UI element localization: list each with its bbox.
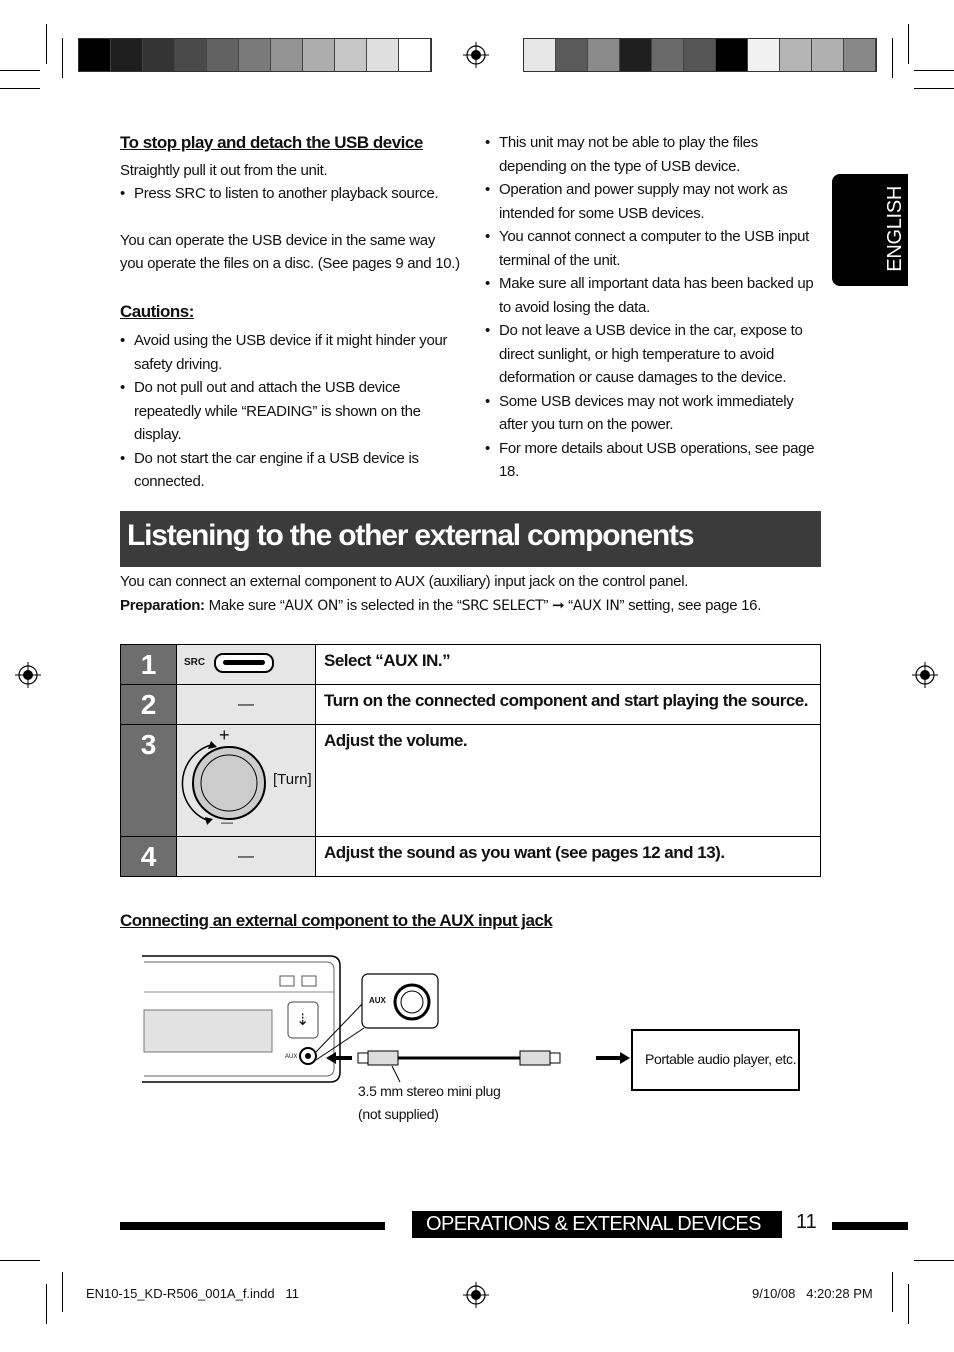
player-box	[631, 1029, 800, 1091]
step-illustration: —	[177, 685, 316, 725]
color-swatch	[111, 39, 143, 71]
registration-mark-icon	[463, 1282, 489, 1308]
crop-mark	[62, 1272, 63, 1312]
color-swatch	[175, 39, 207, 71]
usb-icon: ⇣	[296, 1012, 310, 1029]
color-swatch	[684, 39, 716, 71]
section-title: Listening to the other external components	[127, 519, 694, 552]
prep-src-select: SRC SELECT	[461, 598, 544, 614]
prep-text: ” setting, see page 16.	[619, 597, 762, 614]
color-swatch	[748, 39, 780, 71]
color-swatch	[716, 39, 748, 71]
prep-text: ”	[543, 597, 552, 614]
plug-caption-line: (not supplied)	[358, 1106, 439, 1122]
language-tab-label: ENGLISH	[884, 186, 906, 272]
crop-mark	[0, 70, 40, 71]
color-swatch	[812, 39, 844, 71]
preparation-label: Preparation:	[120, 597, 205, 614]
color-bar-left	[78, 38, 432, 72]
usb-note: • Some USB devices may not work immediately after you turn on the power.	[485, 390, 820, 437]
color-bar-right	[523, 38, 877, 72]
usb-note: • Make sure all important data has been backed up to avoid losing the data.	[485, 272, 820, 319]
usb-note: • Do not leave a USB device in the car, expose to direct sunlight, or high temperature to avoid deformation or cause damages to the device.	[485, 319, 820, 390]
color-swatch	[844, 39, 876, 71]
color-swatch	[652, 39, 684, 71]
plus-icon: +	[219, 725, 230, 745]
usb-notes-list	[485, 131, 820, 484]
registration-mark-icon	[15, 662, 41, 688]
color-swatch	[524, 39, 556, 71]
steps-table	[120, 644, 821, 877]
step-number: 2	[121, 685, 177, 725]
step-text: Adjust the sound as you want (see pages 12 and 13).	[316, 837, 821, 877]
stop-text: Straightly pull it out from the unit.	[120, 161, 328, 179]
crop-mark	[0, 88, 40, 89]
color-swatch	[620, 39, 652, 71]
color-swatch	[303, 39, 335, 71]
arrow-icon: ➞	[552, 597, 565, 614]
crop-mark	[914, 70, 954, 71]
player-label: Portable audio player, etc.	[645, 1051, 797, 1067]
turn-label: [Turn]	[273, 771, 312, 788]
crop-mark	[908, 1284, 909, 1324]
plug-caption	[358, 1080, 501, 1126]
crop-mark	[0, 1260, 40, 1261]
color-swatch	[239, 39, 271, 71]
crop-mark	[892, 38, 893, 78]
prep-text: Make sure “	[208, 597, 285, 614]
prep-aux-in: AUX IN	[572, 598, 620, 614]
color-swatch	[271, 39, 303, 71]
step-illustration	[177, 645, 316, 685]
color-swatch	[399, 39, 431, 71]
cautions-list	[120, 329, 460, 494]
step-row	[121, 837, 821, 877]
crop-mark	[46, 24, 47, 64]
usb-note: • You cannot connect a computer to the USB input terminal of the unit.	[485, 225, 820, 272]
operate-text: You can operate the USB device in the same way you operate the files on a disc. (See pages 9 and 10.)	[120, 231, 460, 272]
date-info: 9/10/08 4:20:28 PM	[752, 1286, 873, 1301]
src-button-icon	[214, 653, 274, 673]
section-intro: You can connect an external component to AUX (auxiliary) input jack on the control panel.	[120, 573, 689, 590]
crop-mark	[892, 1272, 893, 1312]
color-swatch	[79, 39, 111, 71]
color-swatch	[556, 39, 588, 71]
right-column	[485, 131, 820, 484]
usb-note: • For more details about USB operations, see page 18.	[485, 437, 820, 484]
step-number: 1	[121, 645, 177, 685]
footer-section-label: OPERATIONS & EXTERNAL DEVICES	[426, 1213, 761, 1235]
registration-mark-icon	[912, 662, 938, 688]
section-title-bar	[120, 511, 821, 567]
step-row	[121, 645, 821, 685]
caution-item: • Do not pull out and attach the USB device repeatedly while “READING” is shown on the display.	[120, 376, 460, 447]
cautions-heading: Cautions:	[120, 301, 194, 321]
step-row	[121, 725, 821, 837]
step-text: Turn on the connected component and start playing the source.	[316, 685, 821, 725]
step-text: Select “AUX IN.”	[316, 645, 821, 685]
prep-text: “	[564, 597, 573, 614]
footer-rule-left	[120, 1222, 385, 1230]
left-column	[120, 131, 460, 494]
file-info: EN10-15_KD-R506_001A_f.indd 11	[86, 1286, 299, 1301]
prep-text: ” is selected in the “	[338, 597, 462, 614]
footer-section-label-box	[412, 1211, 782, 1238]
step-number: 4	[121, 837, 177, 877]
caution-item: • Avoid using the USB device if it might hinder your safety driving.	[120, 329, 460, 376]
footer-rule-right	[832, 1222, 908, 1230]
page-number: 11	[796, 1211, 817, 1233]
registration-mark-icon	[463, 42, 489, 68]
color-swatch	[335, 39, 367, 71]
preparation-line	[120, 594, 821, 619]
step-illustration: —	[177, 837, 316, 877]
color-swatch	[588, 39, 620, 71]
crop-mark	[62, 38, 63, 78]
color-swatch	[143, 39, 175, 71]
crop-mark	[914, 88, 954, 89]
step-text: Adjust the volume.	[316, 725, 821, 837]
plug-caption-line: 3.5 mm stereo mini plug	[358, 1083, 501, 1099]
language-tab	[832, 174, 908, 286]
usb-note: • Operation and power supply may not work as intended for some USB devices.	[485, 178, 820, 225]
caution-item: • Do not start the car engine if a USB device is connected.	[120, 447, 460, 494]
connect-heading: Connecting an external component to the AUX input jack	[120, 911, 553, 930]
stop-bullet: • Press SRC to listen to another playback source.	[120, 182, 460, 206]
stop-heading: To stop play and detach the USB device	[120, 133, 423, 152]
color-swatch	[207, 39, 239, 71]
src-label: SRC	[184, 657, 206, 668]
aux-small-label: AUX	[285, 1054, 298, 1060]
usb-note: • This unit may not be able to play the files depending on the type of USB device.	[485, 131, 820, 178]
step-row	[121, 685, 821, 725]
prep-aux-on: AUX ON	[284, 598, 339, 614]
step-number: 3	[121, 725, 177, 837]
crop-mark	[908, 24, 909, 64]
color-swatch	[367, 39, 399, 71]
color-swatch	[780, 39, 812, 71]
crop-mark	[46, 1284, 47, 1324]
aux-label: AUX	[369, 996, 386, 1005]
step-illustration	[177, 725, 316, 837]
crop-mark	[914, 1260, 954, 1261]
minus-icon: —	[221, 815, 233, 829]
